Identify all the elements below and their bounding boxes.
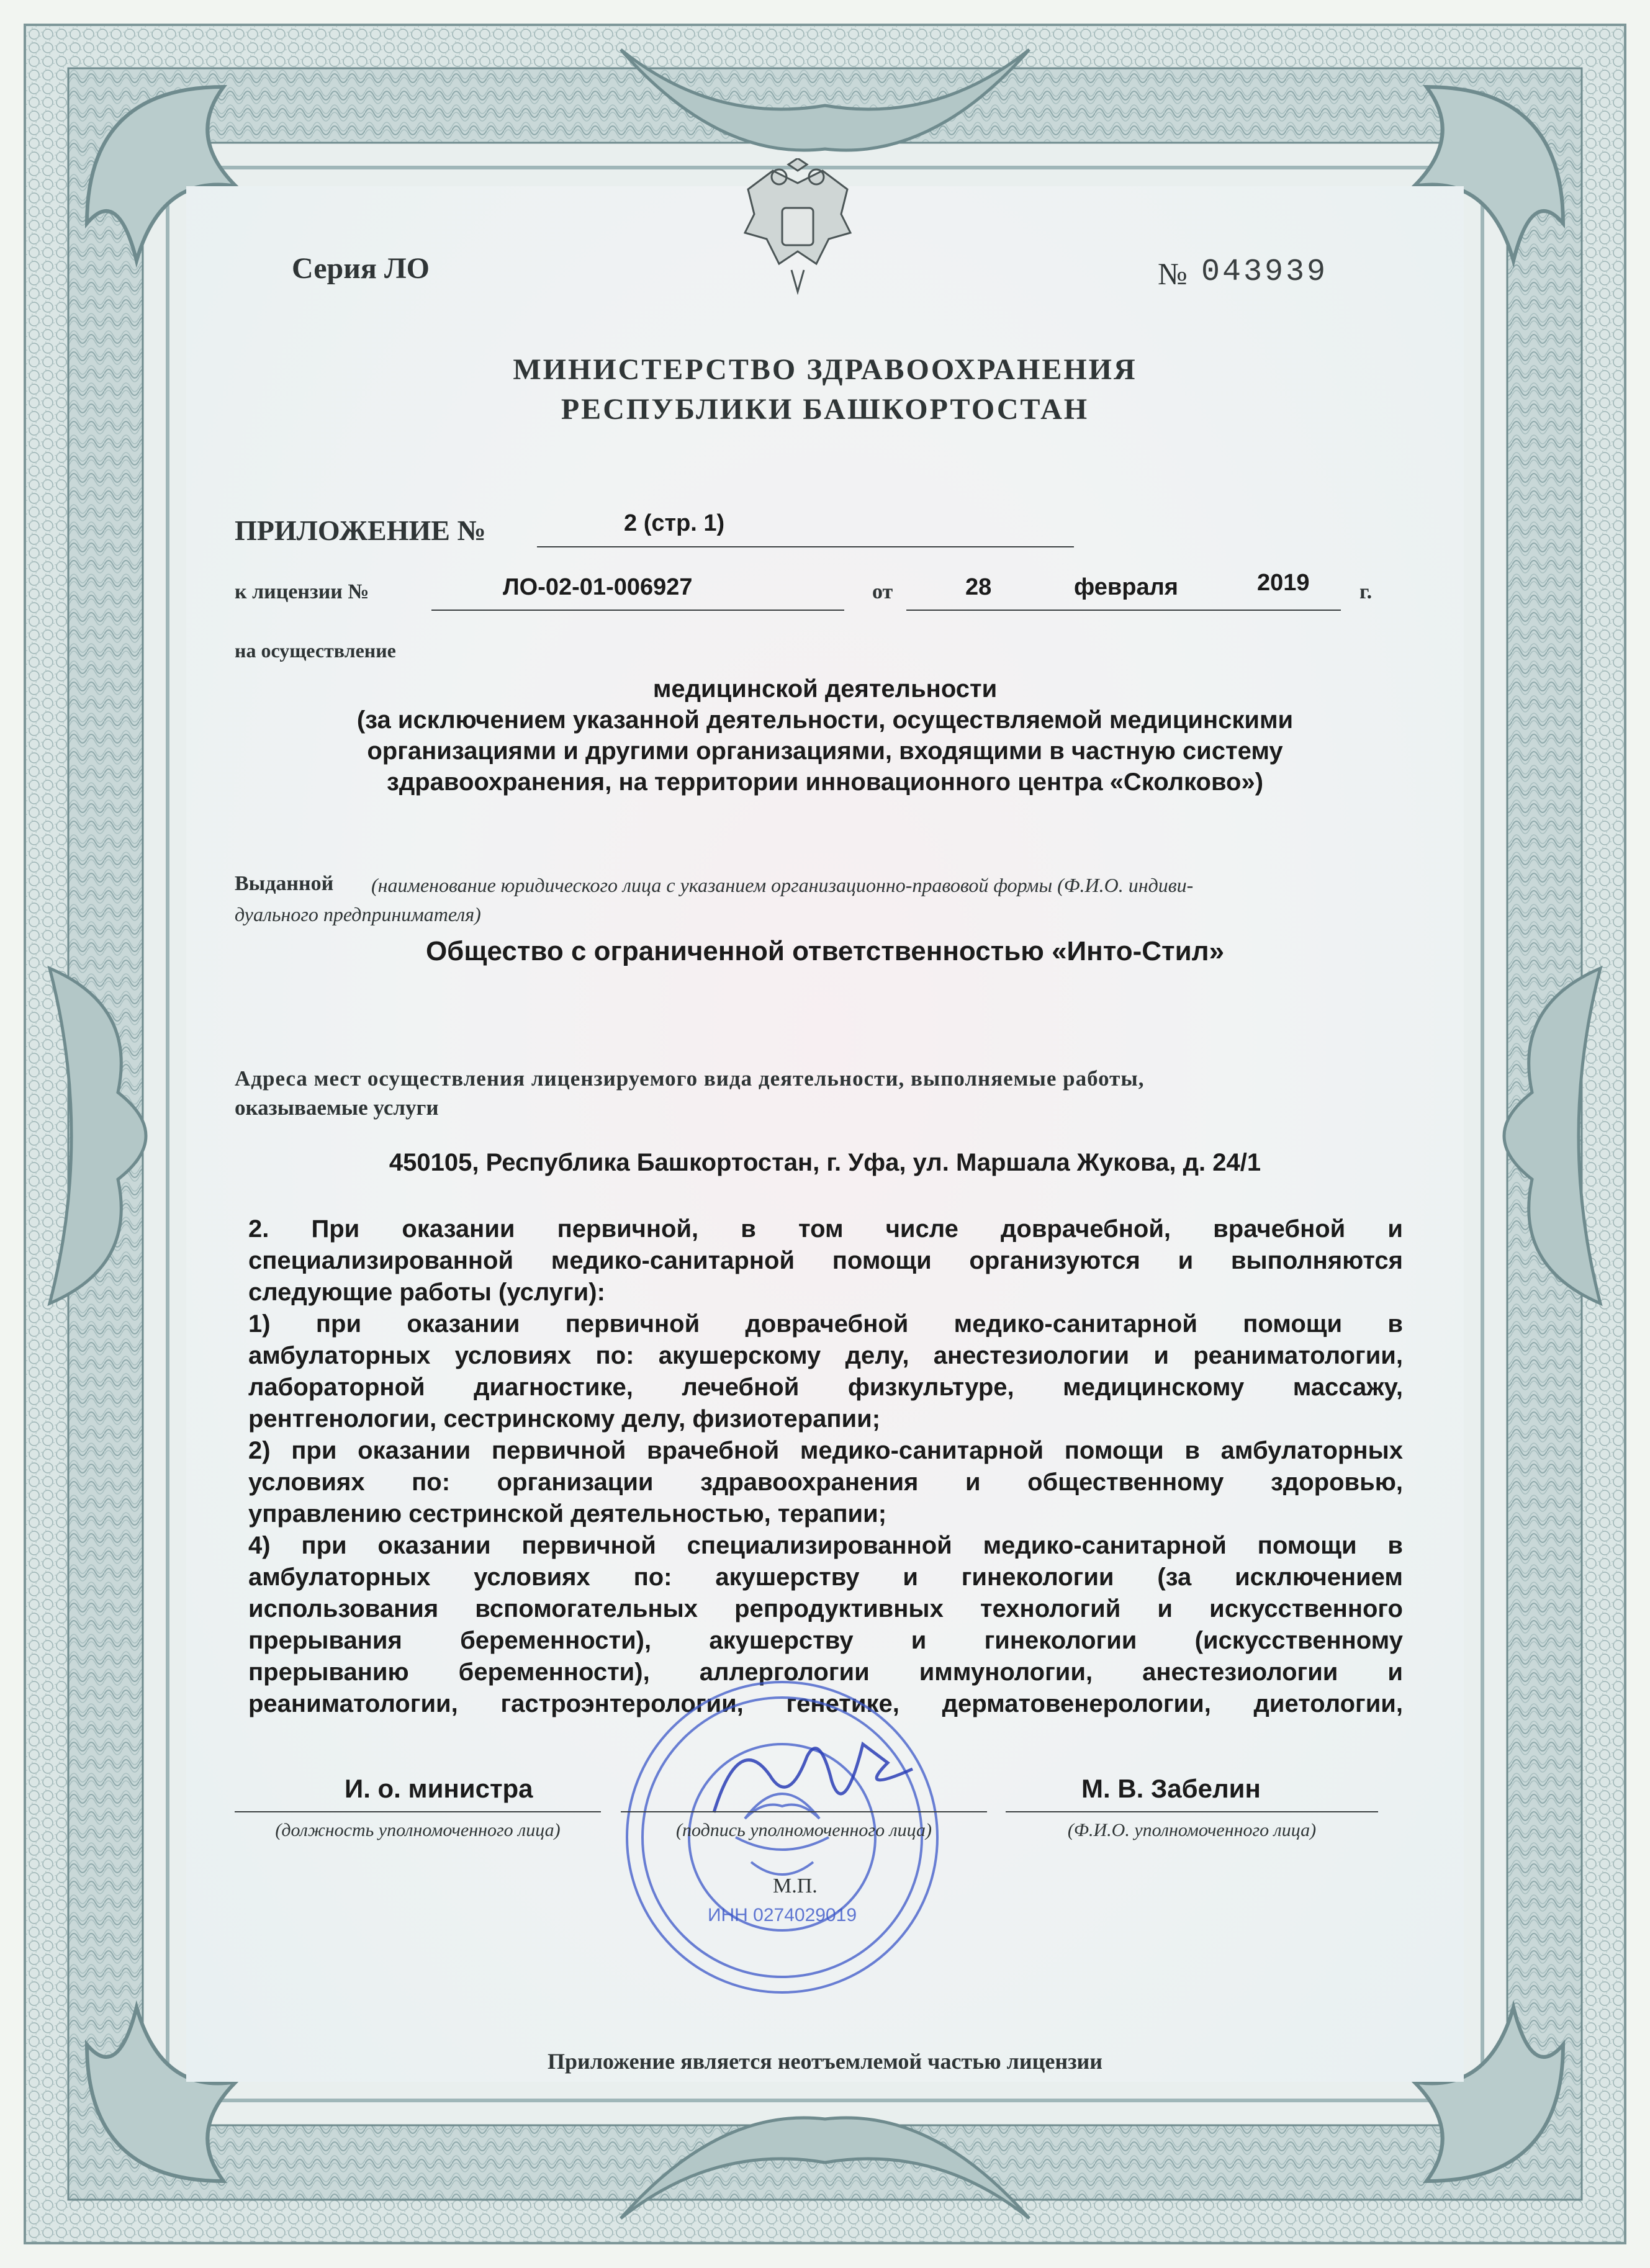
- signature-caption: (подпись уполномоченного лица): [675, 1820, 932, 1840]
- organization-name: Общество с ограниченной ответственностью «Инто-Стил»: [425, 936, 1225, 966]
- body-line: следующие работы (услуги):: [248, 1279, 605, 1306]
- body-line: 2) при оказании первичной врачебной медико-санитарной помощи в амбулаторных: [248, 1437, 1403, 1464]
- appendix-underline: [537, 546, 1074, 547]
- activity-label: на осуществление: [235, 639, 396, 662]
- appendix-label: ПРИЛОЖЕНИЕ №: [235, 515, 486, 546]
- issued-note-line1: (наименование юридического лица с указанием организационно-правовой формы (Ф.И.О. индиви-: [371, 874, 1194, 896]
- activity-line-2: (за исключением указанной деятельности, осуществляемой медицинскими: [356, 706, 1294, 734]
- body-line: амбулаторных условиях по: акушерству и гинекологии (за исключением: [248, 1564, 1403, 1591]
- body-line: управлению сестринской деятельностью, терапии;: [248, 1500, 887, 1528]
- body-line: амбулаторных условиях по: акушерскому делу, анестезиологии и реаниматологии,: [248, 1342, 1403, 1369]
- coat-of-arms-icon: [736, 158, 860, 295]
- position-caption: (должность уполномоченного лица): [275, 1820, 561, 1840]
- body-line: рентгенологии, сестринскому делу, физиотерапии;: [248, 1405, 881, 1433]
- addresses-label-line2: оказываемые услуги: [235, 1096, 439, 1120]
- signature-underline: [621, 1811, 987, 1812]
- body-line: лабораторной диагностике, лечебной физкультуре, медицинскому массажу,: [248, 1374, 1403, 1401]
- license-year: 2019: [1257, 570, 1310, 596]
- number-sign: №: [1158, 256, 1188, 291]
- address-value: 450105, Республика Башкортостан, г. Уфа, ул. Маршала Жукова, д. 24/1: [389, 1149, 1261, 1176]
- name-underline: [1006, 1811, 1378, 1812]
- appendix-value: 2 (стр. 1): [624, 510, 725, 536]
- license-label: к лицензии №: [235, 580, 369, 603]
- license-number-underline: [431, 610, 844, 611]
- activity-line-3: организациями и другими организациями, входящими в частную систему: [367, 737, 1283, 765]
- body-line: прерыванию беременности), аллергологии иммунологии, анестезиологии и: [248, 1658, 1403, 1686]
- body-line: прерывания беременности), акушерству и гинекологии (искусственному: [248, 1627, 1403, 1654]
- issued-note-line2: дуального предпринимателя): [235, 903, 481, 925]
- footer-note: Приложение является неотъемлемой частью лицензии: [547, 2049, 1103, 2074]
- body-line: условиях по: организации здравоохранения и общественному здоровью,: [248, 1469, 1403, 1496]
- license-date-underline: [906, 610, 1341, 611]
- body-line: использования вспомогательных репродуктивных технологий и искусственного: [248, 1595, 1403, 1622]
- signatory-position: И. о. министра: [345, 1774, 533, 1803]
- series-label: Серия ЛО: [292, 252, 430, 285]
- license-month: февраля: [1074, 574, 1178, 600]
- activity-line-1: медицинской деятельности: [652, 675, 998, 703]
- form-number: 043939: [1201, 254, 1328, 290]
- ministry-title-line1: МИНИСТЕРСТВО ЗДРАВООХРАНЕНИЯ: [513, 353, 1137, 386]
- activity-line-4: здравоохранения, на территории инновационного центра «Сколково»): [386, 768, 1264, 796]
- body-line: специализированной медико-санитарной помощи организуются и выполняются: [248, 1247, 1403, 1274]
- issued-label: Выданной: [235, 872, 334, 895]
- addresses-label-line1: Адреса мест осуществления лицензируемого вида деятельности, выполняемые работы,: [235, 1066, 1145, 1091]
- license-year-suffix: г.: [1359, 580, 1373, 603]
- license-day: 28: [965, 574, 992, 600]
- body-line: 1) при оказании первичной доврачебной медико-санитарной помощи в: [248, 1310, 1403, 1338]
- body-line: реаниматологии, гастроэнтерологии, генетике, дерматовенерологии, диетологии,: [248, 1690, 1403, 1717]
- body-line: 4) при оказании первичной специализированной медико-санитарной помощи в: [248, 1532, 1403, 1559]
- body-line: 2. При оказании первичной, в том числе доврачебной, врачебной и: [248, 1215, 1403, 1243]
- seal-inn: ИНН 0274029019: [707, 1905, 857, 1925]
- seal-mark: М.П.: [773, 1874, 818, 1897]
- license-from-label: от: [872, 580, 893, 603]
- ministry-title-line2: РЕСПУБЛИКИ БАШКОРТОСТАН: [561, 393, 1089, 426]
- name-caption: (Ф.И.О. уполномоченного лица): [1067, 1820, 1317, 1840]
- license-number: ЛО-02-01-006927: [503, 574, 693, 600]
- position-underline: [235, 1811, 601, 1812]
- signatory-name: М. В. Забелин: [1081, 1774, 1261, 1803]
